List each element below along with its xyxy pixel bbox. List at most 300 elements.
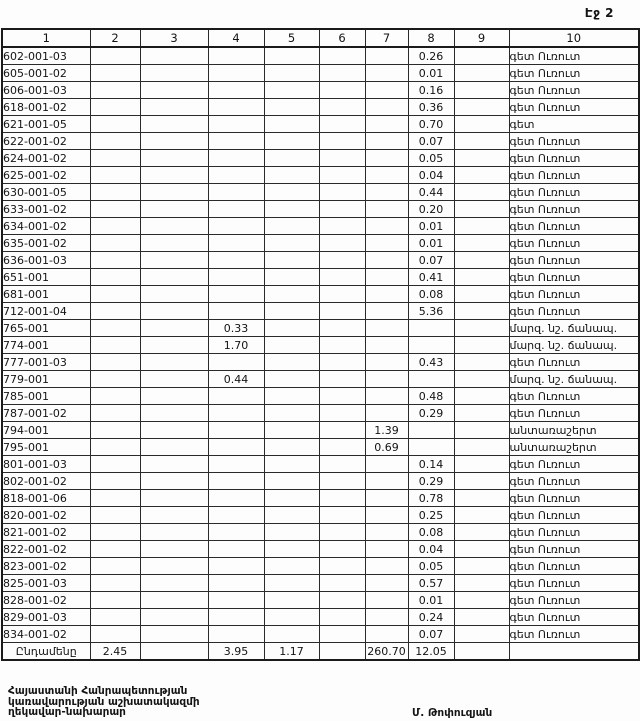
cell-col5 [264,116,319,133]
cell-col2 [90,507,140,524]
total-cell-col10 [509,643,639,661]
header-col-6: 6 [319,29,365,47]
cell-col1: 625-001-02 [2,167,90,184]
table-row [2,65,639,82]
cell-col3 [140,133,208,150]
cell-col10: գետ Ուռուտ [509,150,639,167]
cell-col10: գետ Ուռուտ [509,218,639,235]
cell-col3 [140,47,208,65]
cell-col2 [90,473,140,490]
table-row [2,286,639,303]
cell-col1: 606-001-03 [2,82,90,99]
cell-col5 [264,133,319,150]
table-row [2,456,639,473]
table-row [2,354,639,371]
cell-col1: 787-001-02 [2,405,90,422]
cell-col8 [408,439,454,456]
cell-col1: 651-001 [2,269,90,286]
cell-col3 [140,65,208,82]
cell-col7 [365,626,408,643]
cell-col8 [408,337,454,354]
cell-col5 [264,65,319,82]
cell-col9 [454,422,509,439]
cell-col7 [365,184,408,201]
cell-col4 [208,456,264,473]
cell-col7 [365,354,408,371]
header-col-7: 7 [365,29,408,47]
cell-col4 [208,388,264,405]
cell-col1: 794-001 [2,422,90,439]
cell-col8: 0.07 [408,252,454,269]
cell-col6 [319,592,365,609]
cell-col7 [365,235,408,252]
cell-col9 [454,626,509,643]
cell-col3 [140,592,208,609]
cell-col9 [454,218,509,235]
cell-col10: գետ Ուռուտ [509,184,639,201]
cell-col3 [140,337,208,354]
cell-col5 [264,337,319,354]
cell-col8: 0.07 [408,133,454,150]
total-cell-col9 [454,643,509,661]
cell-col7 [365,99,408,116]
cell-col8: 0.08 [408,524,454,541]
cell-col4 [208,133,264,150]
cell-col8 [408,371,454,388]
cell-col9 [454,252,509,269]
cell-col1: 624-001-02 [2,150,90,167]
cell-col7 [365,524,408,541]
cell-col10: գետ Ուռուտ [509,235,639,252]
cell-col8: 0.57 [408,575,454,592]
cell-col9 [454,167,509,184]
cell-col7 [365,47,408,65]
table-row [2,388,639,405]
cell-col5 [264,150,319,167]
table-row [2,541,639,558]
cell-col7: 0.69 [365,439,408,456]
cell-col6 [319,269,365,286]
cell-col9 [454,439,509,456]
cell-col5 [264,303,319,320]
cell-col7 [365,473,408,490]
table-row [2,116,639,133]
cell-col7 [365,252,408,269]
cell-col9 [454,47,509,65]
cell-col8: 0.24 [408,609,454,626]
table-row [2,405,639,422]
cell-col9 [454,507,509,524]
cell-col3 [140,150,208,167]
table-row [2,320,639,337]
cell-col4 [208,422,264,439]
cell-col9 [454,354,509,371]
table-row [2,167,639,184]
total-cell-col5: 1.17 [264,643,319,661]
cell-col5 [264,541,319,558]
cell-col6 [319,116,365,133]
cell-col3 [140,524,208,541]
cell-col7: 1.39 [365,422,408,439]
cell-col4 [208,235,264,252]
cell-col2 [90,405,140,422]
cell-col2 [90,201,140,218]
cell-col2 [90,524,140,541]
cell-col9 [454,575,509,592]
cell-col7 [365,303,408,320]
cell-col10: գետ Ուռուտ [509,575,639,592]
cell-col3 [140,286,208,303]
cell-col8: 0.16 [408,82,454,99]
cell-col6 [319,626,365,643]
cell-col5 [264,82,319,99]
cell-col2 [90,82,140,99]
cell-col4: 0.33 [208,320,264,337]
cell-col10: գետ Ուռուտ [509,609,639,626]
cell-col2 [90,133,140,150]
cell-col1: 802-001-02 [2,473,90,490]
cell-col3 [140,252,208,269]
cell-col5 [264,252,319,269]
cell-col8: 0.36 [408,99,454,116]
cell-col7 [365,592,408,609]
table-row [2,337,639,354]
cell-col8: 0.78 [408,490,454,507]
cell-col9 [454,524,509,541]
cell-col6 [319,507,365,524]
cell-col8: 0.29 [408,473,454,490]
cell-col1: 795-001 [2,439,90,456]
cell-col4 [208,473,264,490]
cell-col8: 0.04 [408,541,454,558]
cell-col8: 0.26 [408,47,454,65]
cell-col2 [90,575,140,592]
cell-col5 [264,439,319,456]
cell-col8: 0.07 [408,626,454,643]
cell-col8: 0.04 [408,167,454,184]
cell-col4 [208,167,264,184]
cell-col4 [208,116,264,133]
cell-col10: գետ Ուռուտ [509,65,639,82]
cell-col2 [90,558,140,575]
cell-col3 [140,201,208,218]
cell-col5 [264,371,319,388]
cell-col3 [140,354,208,371]
cell-col4 [208,405,264,422]
header-col-9: 9 [454,29,509,47]
cell-col4 [208,82,264,99]
header-col-3: 3 [140,29,208,47]
cell-col3 [140,184,208,201]
cell-col2 [90,47,140,65]
cell-col5 [264,184,319,201]
cell-col5 [264,218,319,235]
cell-col8: 0.41 [408,269,454,286]
cell-col5 [264,47,319,65]
cell-col9 [454,133,509,150]
cell-col2 [90,150,140,167]
cell-col1: 681-001 [2,286,90,303]
table-row [2,575,639,592]
total-cell-col8: 12.05 [408,643,454,661]
cell-col1: 820-001-02 [2,507,90,524]
cell-col4 [208,541,264,558]
cell-col4: 0.44 [208,371,264,388]
cell-col10: գետ Ուռուտ [509,592,639,609]
cell-col6 [319,439,365,456]
cell-col10: անտառաշերտ [509,439,639,456]
total-cell-col1: Ընդամենը [2,643,90,661]
cell-col4 [208,524,264,541]
cell-col9 [454,558,509,575]
cell-col1: 801-001-03 [2,456,90,473]
cell-col4 [208,303,264,320]
cell-col6 [319,82,365,99]
cell-col6 [319,150,365,167]
cell-col6 [319,524,365,541]
total-cell-col3 [140,643,208,661]
page-number-label: Էջ 2 [584,6,614,20]
cell-col6 [319,558,365,575]
footer-line-3: ղեկավար-նախարար [8,706,126,718]
cell-col3 [140,235,208,252]
cell-col6 [319,133,365,150]
cell-col5 [264,558,319,575]
cell-col8: 0.44 [408,184,454,201]
cell-col6 [319,252,365,269]
cell-col5 [264,592,319,609]
cell-col8: 0.20 [408,201,454,218]
cell-col8 [408,320,454,337]
cell-col2 [90,422,140,439]
cell-col2 [90,609,140,626]
cell-col8: 5.36 [408,303,454,320]
cell-col1: 774-001 [2,337,90,354]
table-row [2,524,639,541]
cell-col3 [140,116,208,133]
cell-col2 [90,320,140,337]
cell-col6 [319,303,365,320]
cell-col10: գետ Ուռուտ [509,626,639,643]
cell-col9 [454,320,509,337]
cell-col5 [264,609,319,626]
cell-col10: գետ Ուռուտ [509,541,639,558]
cell-col4 [208,184,264,201]
signatory-name: Մ. Թոփուզյան [412,707,493,719]
cell-col6 [319,456,365,473]
cell-col10: գետ Ուռուտ [509,252,639,269]
cell-col7 [365,609,408,626]
table-row [2,473,639,490]
cell-col2 [90,167,140,184]
cell-col6 [319,490,365,507]
total-cell-col4: 3.95 [208,643,264,661]
cell-col9 [454,337,509,354]
table-body [2,47,639,660]
table-row [2,47,639,65]
cell-col9 [454,371,509,388]
cell-col1: 777-001-03 [2,354,90,371]
cell-col10: գետ Ուռուտ [509,269,639,286]
cell-col6 [319,388,365,405]
cell-col1: 823-001-02 [2,558,90,575]
cell-col10: գետ Ուռուտ [509,167,639,184]
cell-col3 [140,167,208,184]
cell-col10: գետ Ուռուտ [509,133,639,150]
table-row [2,439,639,456]
cell-col2 [90,490,140,507]
cell-col8: 0.01 [408,65,454,82]
cell-col1: 630-001-05 [2,184,90,201]
cell-col7 [365,150,408,167]
cell-col4 [208,439,264,456]
cell-col3 [140,303,208,320]
cell-col7 [365,507,408,524]
cell-col6 [319,473,365,490]
table-row [2,592,639,609]
cell-col9 [454,269,509,286]
cell-col4 [208,47,264,65]
cell-col2 [90,99,140,116]
cell-col8: 0.70 [408,116,454,133]
cell-col9 [454,303,509,320]
table-row [2,99,639,116]
cell-col1: 621-001-05 [2,116,90,133]
total-cell-col7: 260.70 [365,643,408,661]
cell-col5 [264,575,319,592]
cell-col4 [208,150,264,167]
cell-col5 [264,99,319,116]
cell-col10: գետ Ուռուտ [509,47,639,65]
cell-col6 [319,184,365,201]
cell-col7 [365,201,408,218]
cell-col4 [208,286,264,303]
cell-col1: 779-001 [2,371,90,388]
cell-col8: 0.14 [408,456,454,473]
cell-col7 [365,371,408,388]
cell-col1: 618-001-02 [2,99,90,116]
cell-col1: 834-001-02 [2,626,90,643]
cell-col4: 1.70 [208,337,264,354]
header-col-5: 5 [264,29,319,47]
cell-col8: 0.01 [408,592,454,609]
cell-col6 [319,65,365,82]
cell-col6 [319,99,365,116]
cell-col6 [319,235,365,252]
cell-col8: 0.01 [408,235,454,252]
header-col-2: 2 [90,29,140,47]
cell-col10: գետ Ուռուտ [509,286,639,303]
cell-col9 [454,116,509,133]
cell-col7 [365,320,408,337]
cell-col10: գետ Ուռուտ [509,201,639,218]
footer-line-1: Հայաստանի Հանրապետության [8,685,188,697]
total-row [2,643,639,661]
cell-col9 [454,609,509,626]
cell-col1: 822-001-02 [2,541,90,558]
cell-col4 [208,218,264,235]
cell-col5 [264,167,319,184]
cell-col6 [319,354,365,371]
cell-col9 [454,150,509,167]
cell-col6 [319,541,365,558]
cell-col10: գետ [509,116,639,133]
cell-col3 [140,405,208,422]
total-cell-col6 [319,643,365,661]
cell-col6 [319,320,365,337]
table-row [2,303,639,320]
cell-col1: 622-001-02 [2,133,90,150]
cell-col6 [319,286,365,303]
cell-col3 [140,609,208,626]
table-row [2,269,639,286]
cell-col3 [140,507,208,524]
table-row [2,218,639,235]
cell-col4 [208,558,264,575]
cell-col3 [140,371,208,388]
cell-col3 [140,320,208,337]
table-row [2,252,639,269]
cell-col7 [365,456,408,473]
cell-col5 [264,388,319,405]
cell-col8: 0.05 [408,558,454,575]
cell-col8: 0.01 [408,218,454,235]
cell-col8: 0.29 [408,405,454,422]
cell-col6 [319,167,365,184]
cell-col9 [454,286,509,303]
cell-col3 [140,490,208,507]
cell-col4 [208,252,264,269]
cell-col2 [90,592,140,609]
cell-col8: 0.43 [408,354,454,371]
cell-col1: 829-001-03 [2,609,90,626]
cell-col5 [264,235,319,252]
cell-col8: 0.08 [408,286,454,303]
cell-col3 [140,439,208,456]
cell-col5 [264,490,319,507]
cell-col10: գետ Ուռուտ [509,405,639,422]
cell-col6 [319,371,365,388]
cell-col10: գետ Ուռուտ [509,99,639,116]
cell-col5 [264,422,319,439]
cell-col6 [319,422,365,439]
cell-col10: մարզ. նշ. ճանապ. [509,337,639,354]
total-cell-col2: 2.45 [90,643,140,661]
cell-col4 [208,99,264,116]
cell-col1: 785-001 [2,388,90,405]
cell-col5 [264,626,319,643]
cell-col1: 605-001-02 [2,65,90,82]
cell-col1: 602-001-03 [2,47,90,65]
cell-col9 [454,65,509,82]
cell-col6 [319,575,365,592]
cell-col6 [319,609,365,626]
cell-col1: 633-001-02 [2,201,90,218]
footer-line-2: կառավարության աշխատակազմի [8,695,200,708]
cell-col5 [264,286,319,303]
cell-col1: 634-001-02 [2,218,90,235]
cell-col4 [208,507,264,524]
cell-col9 [454,541,509,558]
cell-col9 [454,184,509,201]
cell-col5 [264,201,319,218]
cell-col5 [264,507,319,524]
cell-col7 [365,116,408,133]
cell-col5 [264,524,319,541]
table-row [2,184,639,201]
cell-col1: 635-001-02 [2,235,90,252]
table-row [2,609,639,626]
